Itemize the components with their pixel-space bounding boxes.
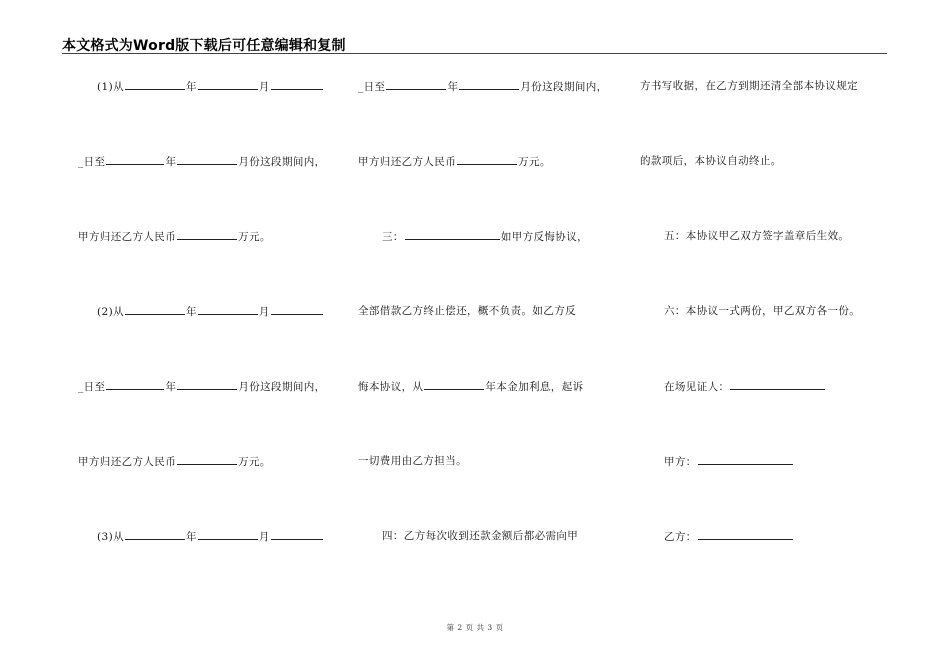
text-fragment: 甲方： <box>664 456 697 468</box>
text-fragment: 全部借款乙方终止偿还，概不负责。如乙方反 <box>358 305 576 317</box>
text-fragment: 月份这段期间内， <box>520 81 608 93</box>
fill-blank <box>386 79 446 90</box>
col3-line-3 <box>664 229 849 243</box>
text-fragment: 甲方归还乙方人民币 <box>358 156 457 168</box>
fill-blank <box>405 229 500 240</box>
text-fragment: 三： <box>382 231 404 243</box>
col1-line-4 <box>97 304 324 319</box>
col3-line-4 <box>664 304 860 318</box>
fill-blank <box>125 529 185 540</box>
fill-blank <box>125 304 185 315</box>
text-fragment: 年 <box>185 81 197 93</box>
text-fragment: 万元。 <box>238 231 271 243</box>
text-fragment: (3)从 <box>97 531 124 543</box>
text-fragment: 五：本协议甲乙双方签字盖章后生效。 <box>664 230 850 242</box>
col3-line-5 <box>664 379 826 394</box>
fill-blank <box>198 529 258 540</box>
text-fragment: 月份这段期间内， <box>238 156 326 168</box>
text-fragment: 月 <box>258 306 270 318</box>
text-fragment: 万元。 <box>518 156 551 168</box>
col3-line-1 <box>640 79 858 93</box>
text-fragment: 甲方归还乙方人民币 <box>78 456 177 468</box>
col2-line-7 <box>382 529 578 543</box>
fill-blank <box>730 379 825 390</box>
col1-line-1 <box>97 79 324 94</box>
text-fragment: 年 <box>185 306 197 318</box>
col1-line-2 <box>78 154 326 169</box>
fill-blank <box>457 154 517 165</box>
fill-blank <box>271 529 323 540</box>
text-fragment: 六：本协议一式两份，甲乙双方各一份。 <box>664 305 861 317</box>
fill-blank <box>177 379 237 390</box>
col1-line-5 <box>78 379 326 394</box>
fill-blank <box>177 454 237 465</box>
col2-line-5 <box>358 379 584 394</box>
text-fragment: _日至 <box>358 81 386 93</box>
text-fragment: 在场见证人： <box>664 381 730 393</box>
fill-blank <box>106 379 164 390</box>
text-fragment: 月 <box>258 531 270 543</box>
col3-line-7 <box>664 529 794 544</box>
header-divider <box>62 53 887 54</box>
col3-line-6 <box>664 454 794 469</box>
text-fragment: 万元。 <box>238 456 271 468</box>
text-fragment: 四：乙方每次收到还款金额后都必需向甲 <box>382 530 579 542</box>
col1-line-6 <box>78 454 271 469</box>
text-fragment: 月 <box>258 81 270 93</box>
text-fragment: 一切费用由乙方担当。 <box>358 455 467 467</box>
col2-line-3 <box>382 229 588 244</box>
col2-line-6 <box>358 454 467 468</box>
col1-line-3 <box>78 229 271 244</box>
text-fragment: 甲方归还乙方人民币 <box>78 231 177 243</box>
text-fragment: (2)从 <box>97 306 124 318</box>
fill-blank <box>424 379 484 390</box>
text-fragment: _日至 <box>78 156 106 168</box>
text-fragment: (1)从 <box>97 81 124 93</box>
fill-blank <box>198 79 258 90</box>
col1-line-7 <box>97 529 324 544</box>
text-fragment: 年 <box>165 156 177 168</box>
text-fragment: 年 <box>165 381 177 393</box>
text-fragment: 年 <box>447 81 459 93</box>
fill-blank <box>459 79 519 90</box>
col2-line-1 <box>358 79 608 94</box>
col3-line-2 <box>640 154 782 168</box>
fill-blank <box>125 79 185 90</box>
fill-blank <box>198 304 258 315</box>
fill-blank <box>106 154 164 165</box>
col2-line-4 <box>358 304 576 318</box>
fill-blank <box>271 304 323 315</box>
fill-blank <box>698 454 793 465</box>
text-fragment: _日至 <box>78 381 106 393</box>
fill-blank <box>698 529 793 540</box>
col2-line-2 <box>358 154 551 169</box>
text-fragment: 悔本协议，从 <box>358 381 424 393</box>
text-fragment: 年本金加利息，起诉 <box>485 381 584 393</box>
text-fragment: 如甲方反悔协议， <box>500 231 589 243</box>
text-fragment: 的款项后，本协议自动终止。 <box>640 155 782 167</box>
text-fragment: 方书写收据，在乙方到期还清全部本协议规定 <box>640 80 858 92</box>
document-header-title: 本文格式为Word版下载后可任意编辑和复制 <box>62 38 346 54</box>
text-fragment: 乙方： <box>664 531 697 543</box>
fill-blank <box>271 79 323 90</box>
page-number-footer: 第 2 页 共 3 页 <box>446 623 504 632</box>
fill-blank <box>177 229 237 240</box>
text-fragment: 年 <box>185 531 197 543</box>
text-fragment: 月份这段期间内， <box>238 381 326 393</box>
fill-blank <box>177 154 237 165</box>
